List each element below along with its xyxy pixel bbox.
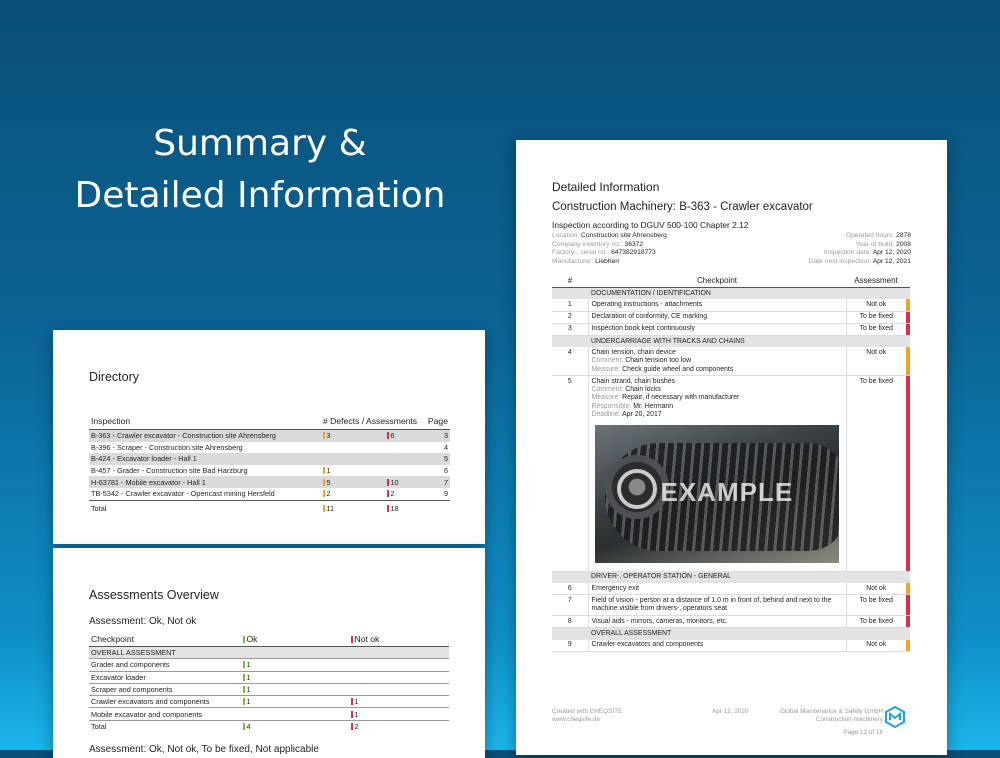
- machine-title: Construction Machinery: B-363 - Crawler excavator: [552, 201, 813, 213]
- checkpoint-row: 8 Visual aids - mirrors, cameras, monitors, etc. To be fixed: [552, 616, 910, 628]
- directory-row[interactable]: B-363 - Crawler excavator - Construction site Ahrensberg 3 6 3: [91, 431, 448, 441]
- assessments-title: Assessments Overview: [89, 588, 219, 602]
- assessment-bar: [387, 479, 389, 486]
- checkpoint-row: 1 Operating instructions - attachments Not ok: [552, 299, 910, 311]
- assessment-bar: [387, 432, 389, 439]
- detail-page: [516, 140, 947, 755]
- assessment-row: Scraper and components 1: [89, 683, 449, 695]
- col-checkpoint: Checkpoint: [89, 634, 241, 647]
- check-icon: [617, 469, 657, 509]
- assessment-subtitle-next: Assessment: Ok, Not ok, To be fixed, Not applicable: [89, 744, 319, 755]
- directory-page: [53, 330, 485, 544]
- hero-heading: [40, 118, 480, 222]
- directory-row[interactable]: B-424 - Excavator loader - Hall 1 5: [91, 454, 448, 464]
- meta-line: Year of build: 2008: [855, 240, 911, 248]
- assessment-total: Total 4 2: [89, 720, 449, 732]
- checkpoint-table: [552, 274, 910, 652]
- status-stripe: [906, 347, 910, 375]
- status-stripe: [906, 311, 910, 323]
- meta-line: Manufacturer: Liebherr: [552, 258, 620, 266]
- assessment-row: Excavator loader 1: [89, 671, 449, 683]
- section-undercarriage: UNDERCARRIAGE WITH TRACKS AND CHAINS: [588, 336, 910, 348]
- excavator-photo[interactable]: [595, 425, 839, 563]
- status-stripe: [906, 595, 910, 616]
- checkpoint-row: 7 Field of vision - person at a distance of 1.0 m in front of, behind and next to the machine visible from drivers-, operators seat To be fixed: [552, 595, 910, 616]
- defect-bar: [323, 490, 325, 497]
- status-stripe: [906, 376, 910, 571]
- detail-title: Detailed Information: [552, 180, 660, 194]
- hero-line-2: Detailed Information: [74, 175, 446, 216]
- checkpoint-row: 5 Chain strand, chain bushes Comment: Chain locks Measure: Repair, if necessary with manufacturer Responsible: Mr. Hermann Deadline: Apr 20, 2017 EXAMPLE To be fixed: [552, 376, 910, 571]
- assessment-subtitle: Assessment: Ok, Not ok: [89, 616, 197, 627]
- assessments-page: [53, 548, 485, 758]
- assessments-table: [89, 634, 449, 732]
- assessment-row: Crawler excavators and components 1 1: [89, 696, 449, 708]
- status-stripe: [906, 616, 910, 628]
- col-defects: # Defects / Assessments: [321, 416, 425, 430]
- col-num: #: [552, 274, 588, 288]
- directory-row[interactable]: TB-5342 - Crawler excavator - Opencast mining Hersfeld 2 2 9: [91, 489, 448, 499]
- page-number: Page 12 of 18: [843, 729, 883, 736]
- meta-line: Inspection date: Apr 12, 2020: [823, 249, 911, 257]
- directory-row[interactable]: H-63781 - Mobile excavator - Hall 1 5 10 7: [91, 477, 448, 487]
- example-watermark: EXAMPLE: [617, 469, 794, 509]
- defect-bar: [323, 432, 325, 439]
- col-assessment: Assessment: [846, 274, 906, 288]
- status-stripe: [906, 323, 910, 335]
- meta-line: Company inventory no.: 36372: [552, 240, 644, 248]
- section-overall: OVERALL ASSESSMENT: [588, 628, 910, 640]
- section-documentation: DOCUMENTATION / IDENTIFICATION: [588, 288, 910, 300]
- meta-line: Operated hours: 2878: [845, 232, 911, 239]
- checkpoint-row: 9 Crawler excavators and components Not ok: [552, 640, 910, 652]
- footer-created: Created with CHEQSITE www.cheqsite.de: [552, 708, 623, 723]
- assessment-row: Grader and components 1: [89, 659, 449, 671]
- meta-line: Location: Construction site Ahrensberg: [552, 232, 667, 239]
- status-stripe: [906, 583, 910, 595]
- regulation-text: Inspection according to DGUV 500-100 Chapter 2.12: [552, 220, 749, 230]
- status-stripe: [906, 640, 910, 652]
- meta-right: [809, 232, 911, 267]
- section-driver: DRIVER-, OPERATOR STATION - GENERAL: [588, 571, 910, 583]
- meta-line: Factory-, serial no.: 647382918773: [552, 249, 656, 257]
- checkpoint-row: 2 Declaration of conformity, CE marking To be fixed: [552, 311, 910, 323]
- directory-title: Directory: [89, 370, 140, 384]
- footer-date: Apr 12, 2020: [712, 708, 749, 715]
- directory-table: [89, 416, 450, 514]
- checkpoint-row: 4 Chain tension, chain device Comment: Chain tension too low Measure: Check guide wheel and components Not ok: [552, 347, 910, 375]
- directory-row[interactable]: B-396 - Scraper - Construction site Ahrensberg 4: [91, 442, 448, 452]
- directory-total: Total 11 18: [89, 500, 450, 514]
- cheqsite-logo-icon: [884, 706, 906, 728]
- meta-left: [552, 232, 667, 267]
- col-page: Page: [425, 416, 450, 430]
- defect-bar: [323, 479, 325, 486]
- footer-url[interactable]: www.cheqsite.de: [552, 715, 600, 723]
- assessment-row: Mobile excavator and components 1: [89, 708, 449, 720]
- defect-bar: [323, 467, 325, 474]
- col-ok: Ok: [241, 634, 349, 647]
- hero-line-1: Summary &: [153, 123, 367, 164]
- col-inspection: Inspection: [89, 416, 321, 430]
- checkpoint-row: 3 Inspection book kept continuously To be fixed: [552, 323, 910, 335]
- col-notok: Not ok: [349, 634, 449, 647]
- directory-row[interactable]: B-457 - Grader - Construction site Bad Harzburg 1 6: [91, 466, 448, 476]
- checkpoint-row: 6 Emergency exit Not ok: [552, 583, 910, 595]
- status-stripe: [906, 299, 910, 311]
- assessment-bar: [387, 490, 389, 497]
- col-checkpoint: Checkpoint: [588, 274, 846, 288]
- footer-company: Global Maintenance & Safety GmbH Construction machinery Page 12 of 18: [779, 708, 883, 736]
- meta-line: Date next inspection: Apr 12, 2021: [808, 258, 911, 266]
- section-overall: OVERALL ASSESSMENT: [89, 647, 449, 659]
